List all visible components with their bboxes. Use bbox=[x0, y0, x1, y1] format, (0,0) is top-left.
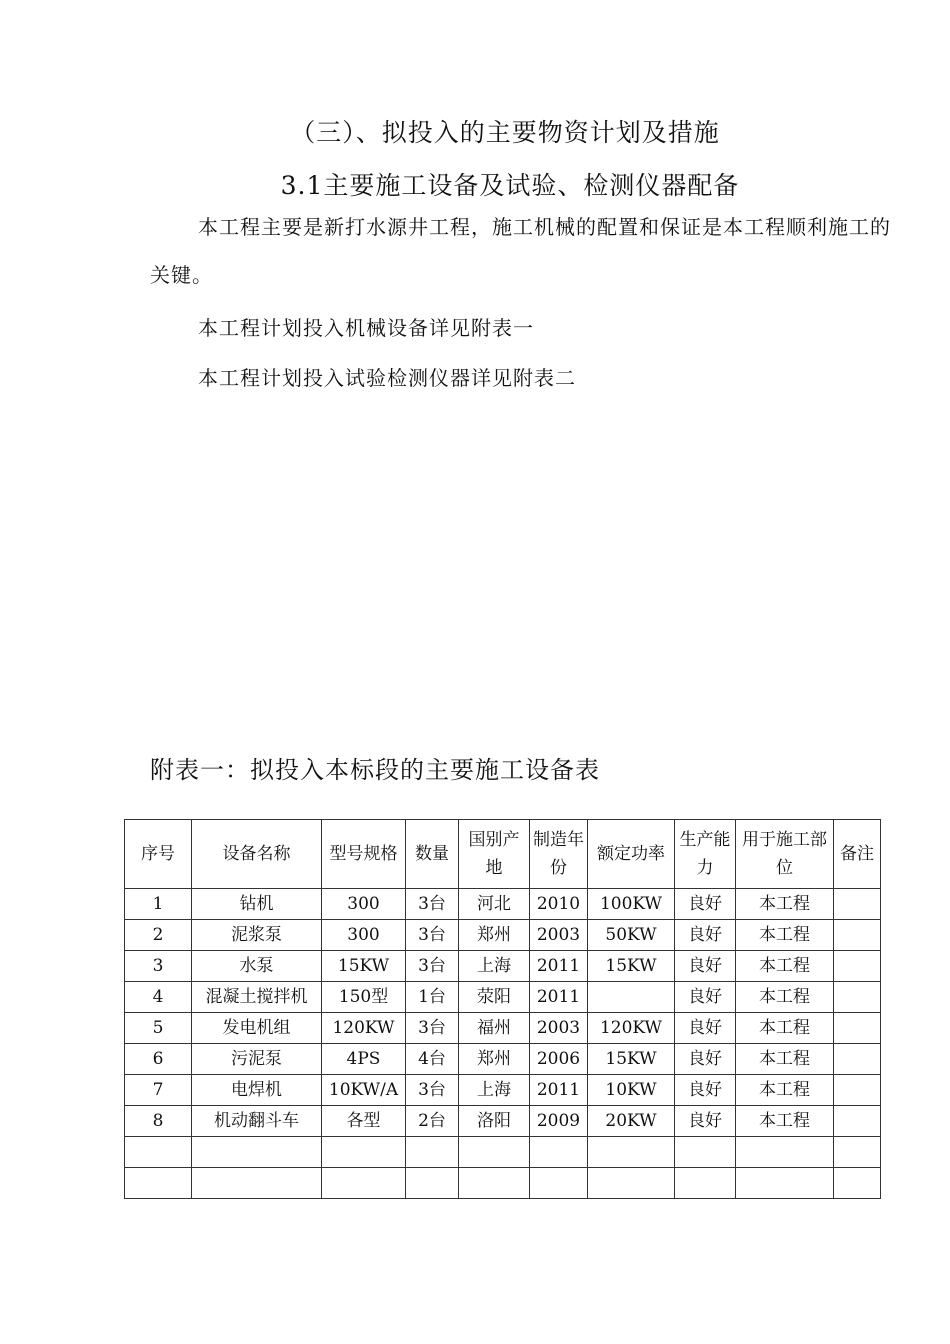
table-cell: 本工程 bbox=[736, 951, 834, 982]
table-cell: 洛阳 bbox=[459, 1106, 530, 1137]
table-cell: 机动翻斗车 bbox=[192, 1106, 322, 1137]
table-cell bbox=[192, 1168, 322, 1199]
table-cell bbox=[322, 1168, 406, 1199]
table-cell bbox=[125, 1168, 192, 1199]
table-cell bbox=[834, 1044, 881, 1075]
table-cell: 本工程 bbox=[736, 889, 834, 920]
table-cell: 3 bbox=[125, 951, 192, 982]
instrument-reference: 本工程计划投入试验检测仪器详见附表二 bbox=[198, 366, 576, 390]
table-cell: 良好 bbox=[675, 920, 736, 951]
table-row bbox=[125, 1075, 881, 1106]
header-usage: 用于施工部位 bbox=[736, 820, 834, 889]
table-cell: 2003 bbox=[530, 1013, 588, 1044]
table-cell: 6 bbox=[125, 1044, 192, 1075]
table-cell bbox=[125, 1137, 192, 1168]
section-heading: （三）、拟投入的主要物资计划及措施 bbox=[290, 118, 720, 147]
header-remarks: 备注 bbox=[834, 820, 881, 889]
table-row bbox=[125, 951, 881, 982]
table-cell bbox=[406, 1168, 459, 1199]
table-cell bbox=[588, 982, 675, 1013]
table-cell bbox=[406, 1137, 459, 1168]
table-cell: 水泵 bbox=[192, 951, 322, 982]
table-cell: 混凝土搅拌机 bbox=[192, 982, 322, 1013]
table-cell: 2009 bbox=[530, 1106, 588, 1137]
table-cell bbox=[834, 920, 881, 951]
header-origin: 国别产地 bbox=[459, 820, 530, 889]
table-cell: 本工程 bbox=[736, 1044, 834, 1075]
table-cell: 本工程 bbox=[736, 920, 834, 951]
table-cell bbox=[588, 1168, 675, 1199]
table-row bbox=[125, 920, 881, 951]
table-cell: 10KW/A bbox=[322, 1075, 406, 1106]
table-cell: 2 bbox=[125, 920, 192, 951]
table-cell bbox=[834, 1013, 881, 1044]
table-cell bbox=[736, 1137, 834, 1168]
table-cell: 福州 bbox=[459, 1013, 530, 1044]
table-cell bbox=[530, 1168, 588, 1199]
table-cell: 8 bbox=[125, 1106, 192, 1137]
table-body bbox=[125, 889, 881, 1199]
table-cell: 上海 bbox=[459, 1075, 530, 1106]
table-cell: 100KW bbox=[588, 889, 675, 920]
table-cell bbox=[834, 1168, 881, 1199]
table-cell: 泥浆泵 bbox=[192, 920, 322, 951]
table-header-row bbox=[125, 820, 881, 889]
table-cell bbox=[834, 982, 881, 1013]
table-title: 附表一：拟投入本标段的主要施工设备表 bbox=[150, 756, 600, 784]
table-cell: 良好 bbox=[675, 951, 736, 982]
table-cell bbox=[736, 1168, 834, 1199]
table-row bbox=[125, 1013, 881, 1044]
table-row bbox=[125, 1137, 881, 1168]
table-cell bbox=[834, 1106, 881, 1137]
table-cell: 3台 bbox=[406, 920, 459, 951]
table-cell: 本工程 bbox=[736, 982, 834, 1013]
table-cell: 荥阳 bbox=[459, 982, 530, 1013]
table-row bbox=[125, 1044, 881, 1075]
table-cell bbox=[192, 1137, 322, 1168]
table-cell: 2011 bbox=[530, 1075, 588, 1106]
table-cell: 良好 bbox=[675, 1013, 736, 1044]
table-cell: 3台 bbox=[406, 1013, 459, 1044]
table-cell: 150型 bbox=[322, 982, 406, 1013]
table-cell: 良好 bbox=[675, 1044, 736, 1075]
table-cell: 300 bbox=[322, 889, 406, 920]
header-index: 序号 bbox=[125, 820, 192, 889]
table-cell bbox=[834, 1137, 881, 1168]
table-cell: 3台 bbox=[406, 889, 459, 920]
table-cell: 20KW bbox=[588, 1106, 675, 1137]
table-cell: 郑州 bbox=[459, 1044, 530, 1075]
table-cell: 2006 bbox=[530, 1044, 588, 1075]
table-cell: 良好 bbox=[675, 1075, 736, 1106]
table-cell: 4台 bbox=[406, 1044, 459, 1075]
table-cell: 郑州 bbox=[459, 920, 530, 951]
table-cell: 3台 bbox=[406, 1075, 459, 1106]
table-cell: 本工程 bbox=[736, 1075, 834, 1106]
table-cell: 4PS bbox=[322, 1044, 406, 1075]
table-cell: 2011 bbox=[530, 951, 588, 982]
table-cell: 2台 bbox=[406, 1106, 459, 1137]
table-cell: 15KW bbox=[322, 951, 406, 982]
table-cell: 7 bbox=[125, 1075, 192, 1106]
table-cell: 本工程 bbox=[736, 1013, 834, 1044]
table-cell: 50KW bbox=[588, 920, 675, 951]
table-cell: 钻机 bbox=[192, 889, 322, 920]
header-year: 制造年份 bbox=[530, 820, 588, 889]
header-capacity: 生产能力 bbox=[675, 820, 736, 889]
table-cell bbox=[834, 951, 881, 982]
table-cell bbox=[459, 1168, 530, 1199]
table-row bbox=[125, 889, 881, 920]
table-cell: 各型 bbox=[322, 1106, 406, 1137]
header-power: 额定功率 bbox=[588, 820, 675, 889]
table-cell: 5 bbox=[125, 1013, 192, 1044]
table-cell bbox=[834, 1075, 881, 1106]
header-equipment-name: 设备名称 bbox=[192, 820, 322, 889]
equipment-table bbox=[124, 819, 881, 1199]
table-cell: 120KW bbox=[588, 1013, 675, 1044]
table-cell: 发电机组 bbox=[192, 1013, 322, 1044]
table-cell: 河北 bbox=[459, 889, 530, 920]
table-cell: 1 bbox=[125, 889, 192, 920]
table-cell bbox=[675, 1168, 736, 1199]
table-cell: 电焊机 bbox=[192, 1075, 322, 1106]
table-cell: 良好 bbox=[675, 889, 736, 920]
table-cell: 120KW bbox=[322, 1013, 406, 1044]
table-cell: 2003 bbox=[530, 920, 588, 951]
table-cell: 10KW bbox=[588, 1075, 675, 1106]
table-row bbox=[125, 1168, 881, 1199]
table-cell bbox=[834, 889, 881, 920]
intro-paragraph: 本工程主要是新打水源井工程，施工机械的配置和保证是本工程顺利施工的关键。 bbox=[150, 215, 891, 287]
table-cell: 污泥泵 bbox=[192, 1044, 322, 1075]
header-quantity: 数量 bbox=[406, 820, 459, 889]
table-cell: 良好 bbox=[675, 1106, 736, 1137]
table-cell: 15KW bbox=[588, 1044, 675, 1075]
table-cell: 15KW bbox=[588, 951, 675, 982]
table-cell: 2011 bbox=[530, 982, 588, 1013]
table-cell: 2010 bbox=[530, 889, 588, 920]
table-row bbox=[125, 982, 881, 1013]
table-cell: 3台 bbox=[406, 951, 459, 982]
table-cell: 良好 bbox=[675, 982, 736, 1013]
table-cell bbox=[588, 1137, 675, 1168]
table-cell bbox=[459, 1137, 530, 1168]
table-row bbox=[125, 1106, 881, 1137]
header-model: 型号规格 bbox=[322, 820, 406, 889]
equipment-reference: 本工程计划投入机械设备详见附表一 bbox=[198, 316, 534, 340]
table-cell: 4 bbox=[125, 982, 192, 1013]
subsection-heading: 3.1主要施工设备及试验、检测仪器配备 bbox=[280, 171, 740, 200]
table-cell: 300 bbox=[322, 920, 406, 951]
table-cell: 本工程 bbox=[736, 1106, 834, 1137]
table-cell bbox=[322, 1137, 406, 1168]
table-cell bbox=[530, 1137, 588, 1168]
table-cell bbox=[675, 1137, 736, 1168]
table-cell: 上海 bbox=[459, 951, 530, 982]
table-cell: 1台 bbox=[406, 982, 459, 1013]
